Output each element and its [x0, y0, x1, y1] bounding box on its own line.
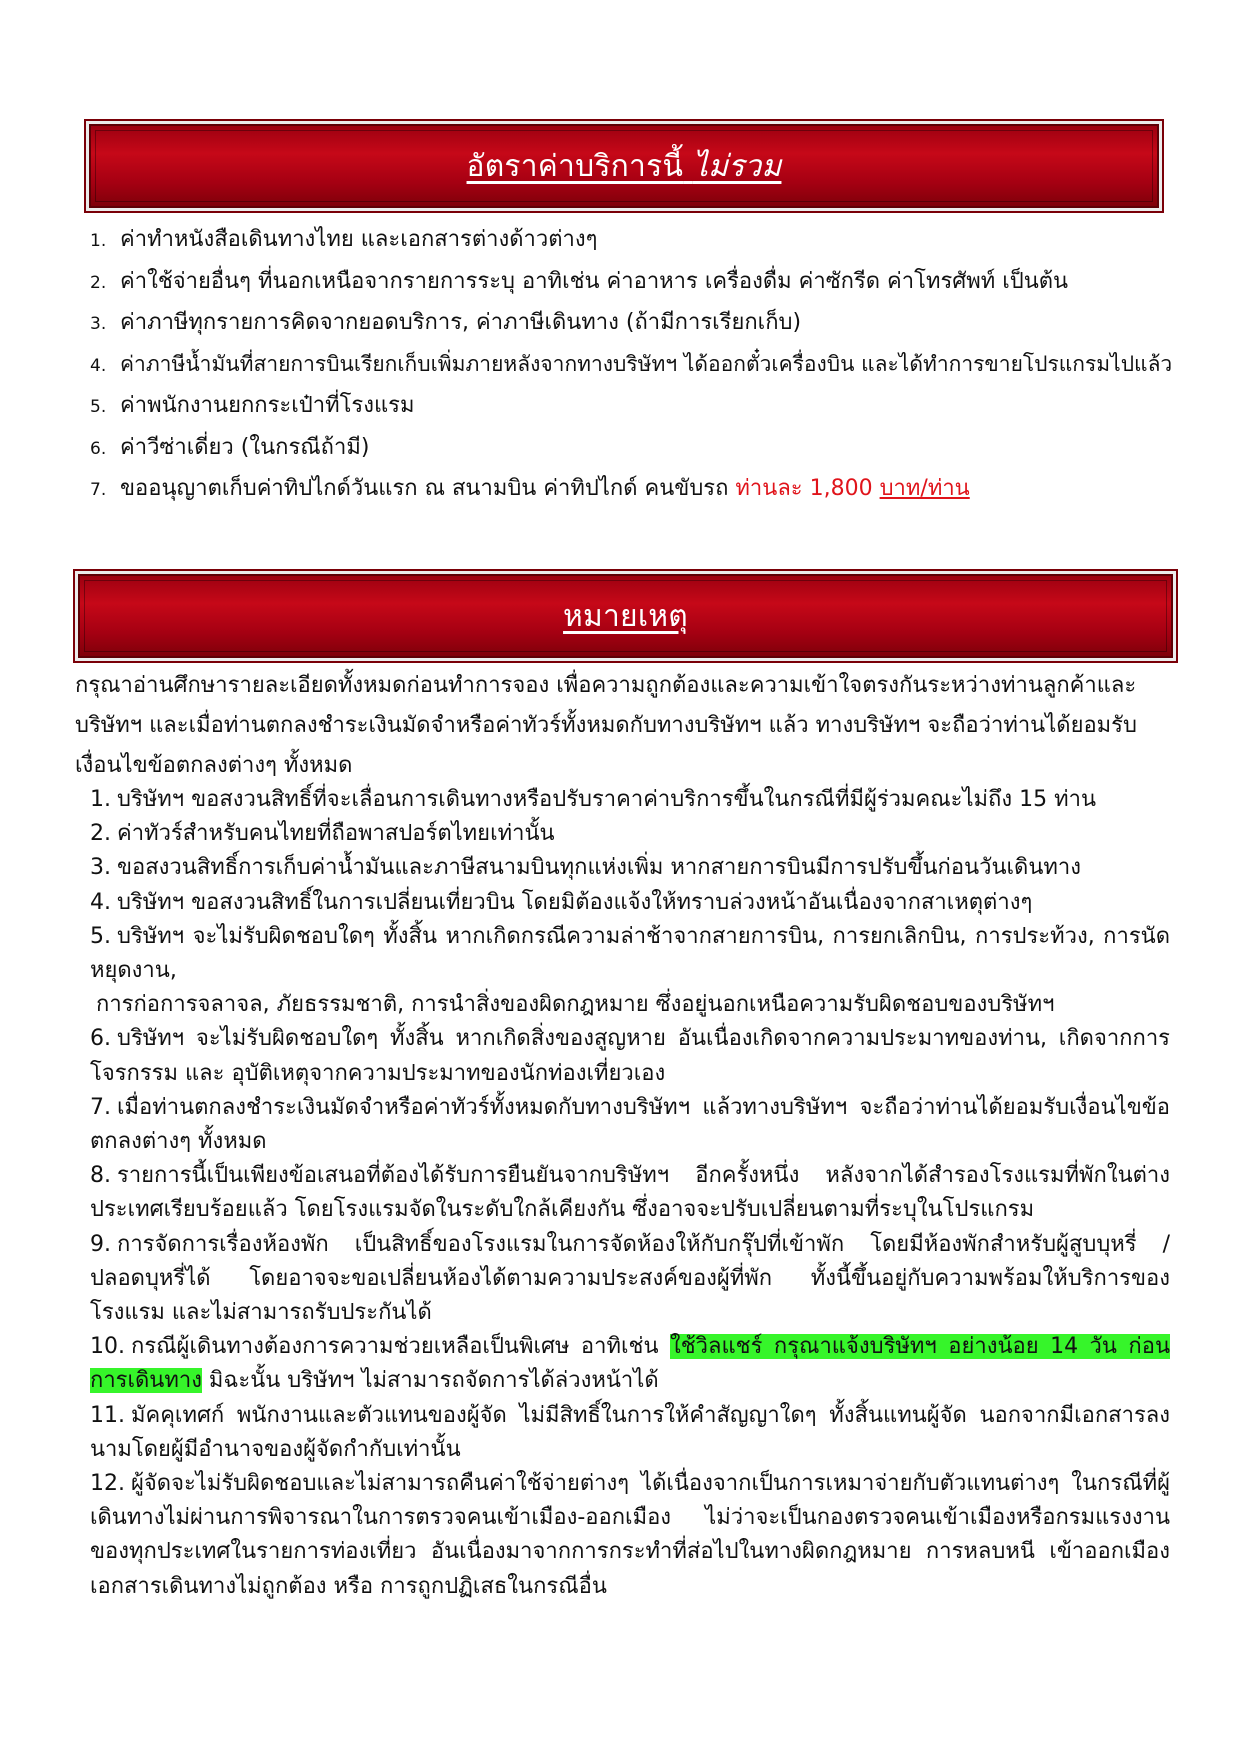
remarks-banner: [75, 571, 1176, 661]
list-item: 4. ค่าภาษีน้ำมันที่สายการบินเรียกเก็บเพิ่มภายหลังจากทางบริษัทฯ ได้ออกตั๋วเครื่องบิน และได้ทำการขายโปรแกรมไปแล้ว: [90, 351, 1173, 376]
tip-price: ท่านละ 1,800: [735, 476, 880, 501]
list-item: 7. เมื่อท่านตกลงชำระเงินมัดจำหรือค่าทัวร์ทั้งหมดกับทางบริษัทฯ แล้วทางบริษัทฯ จะถือว่าท่านได้ยอมรับเงื่อนไขข้อตกลงต่างๆ ทั้งหมด: [90, 1094, 1170, 1155]
list-item: 5. บริษัทฯ จะไม่รับผิดชอบใดๆ ทั้งสิ้น หากเกิดกรณีความล่าช้าจากสายการบิน, การยกเลิกบิน, การประท้วง, การนัดหยุดงาน,: [90, 923, 1170, 984]
title-emphasis: ไม่รวม: [692, 148, 782, 184]
list-item: 12. ผู้จัดจะไม่รับผิดชอบและไม่สามารถคืนค่าใช้จ่ายต่างๆ ได้เนื่องจากเป็นการเหมาจ่ายกับตัวแทนต่างๆ ในกรณีที่ผู้เดินทางไม่ผ่านการพิจารณาในการตรวจคนเข้าเมือง-ออกเมือง ไม่ว่าจะเป็นกองตรวจคนเข้าเมืองหรือกรมแรงงานของทุกประเทศในรายการท่องเที่ยว อันเนื่องมาจากการกระทำที่ส่อไปในทางผิดกฎหมาย การหลบหนี เข้าออกเมือง เอกสารเดินทางไม่ถูกต้อง หรือ การถูกปฏิเสธในกรณีอื่น: [90, 1471, 1170, 1599]
list-item: 6. บริษัทฯ จะไม่รับผิดชอบใดๆ ทั้งสิ้น หากเกิดสิ่งของสูญหาย อันเนื่องเกิดจากความประมาทของท่าน, เกิดจากการโจรกรรม และ อุบัติเหตุจากความประมาทของนักท่องเที่ยวเอง: [90, 1026, 1170, 1086]
remarks-list: [90, 783, 1170, 1604]
tip-unit: บาท/ท่าน: [879, 476, 970, 501]
remarks-title: หมายเหตุ: [563, 598, 688, 634]
list-item-wheelchair: 10. กรณีผู้เดินทางต้องการความช่วยเหลือเป็นพิเศษ อาทิเช่น ใช้วิลแชร์ กรุณาแจ้งบริษัทฯ อย่างน้อย 14 วัน ก่อนการเดินทาง มิฉะนั้น บริษัทฯ ไม่สามารถจัดการได้ล่วงหน้าได้: [90, 1334, 1170, 1394]
list-item: 11. มัคคุเทศก์ พนักงานและตัวแทนของผู้จัด ไม่มีสิทธิ์ในการให้คำสัญญาใดๆ ทั้งสิ้นแทนผู้จัด นอกจากมีเอกสารลงนามโดยผู้มีอำนาจของผู้จัดกำกับเท่านั้น: [90, 1402, 1170, 1462]
list-item: 1. บริษัทฯ ขอสงวนสิทธิ์ที่จะเลื่อนการเดินทางหรือปรับราคาค่าบริการขึ้นในกรณีที่มีผู้ร่วมคณะไม่ถึง 15 ท่าน: [90, 787, 1096, 812]
excluded-services-title: อัตราค่าบริการนี้ ไม่รวม: [466, 148, 782, 184]
list-item: 5. ค่าพนักงานยกกระเป๋าที่โรงแรม: [90, 393, 415, 418]
list-item: 3. ค่าภาษีทุกรายการคิดจากยอดบริการ, ค่าภาษีเดินทาง (ถ้ามีการเรียกเก็บ): [90, 310, 802, 335]
list-item: 8. รายการนี้เป็นเพียงข้อเสนอที่ต้องได้รับการยืนยันจากบริษัทฯ อีกครั้งหนึ่ง หลังจากได้สำรองโรงแรมที่พักในต่างประเทศเรียบร้อยแล้ว โดยโรงแรมจัดในระดับใกล้เคียงกัน ซึ่งอาจจะปรับเปลี่ยนตามที่ระบุในโปรแกรม: [90, 1163, 1170, 1223]
list-item: 6. ค่าวีซ่าเดี่ยว (ในกรณีถ้ามี): [90, 434, 370, 460]
list-item-tip: 7. ขออนุญาตเก็บค่าทิปไกด์วันแรก ณ สนามบิน ค่าทิปไกด์ คนขับรถ ท่านละ 1,800 บาท/ท่าน: [90, 476, 970, 501]
list-item: 3. ขอสงวนสิทธิ์การเก็บค่าน้ำมันและภาษีสนามบินทุกแห่งเพิ่ม หากสายการบินมีการปรับขึ้นก่อนวันเดินทาง: [90, 855, 1081, 881]
list-item: 2. ค่าใช้จ่ายอื่นๆ ที่นอกเหนือจากรายการระบุ อาทิเช่น ค่าอาหาร เครื่องดื่ม ค่าซักรีด ค่าโทรศัพท์ เป็นต้น: [90, 268, 1069, 294]
excluded-services-banner: [86, 121, 1162, 211]
list-item: 2. ค่าทัวร์สำหรับคนไทยที่ถือพาสปอร์ตไทยเท่านั้น: [90, 821, 555, 847]
list-item: 4. บริษัทฯ ขอสงวนสิทธิ์ในการเปลี่ยนเที่ยวบิน โดยมิต้องแจ้งให้ทราบล่วงหน้าอันเนื่องจากสาเหตุต่างๆ: [90, 889, 1033, 915]
wheelchair-highlight: ใช้วิลแชร์ กรุณาแจ้งบริษัทฯ อย่างน้อย 14 วัน ก่อนการเดินทาง: [90, 1334, 1170, 1394]
excluded-services-list: [90, 220, 1173, 511]
list-item: 9. การจัดการเรื่องห้องพัก เป็นสิทธิ์ของโรงแรมในการจัดห้องให้กับกรุ๊ปที่เข้าพัก โดยมีห้องพักสำหรับผู้สูบบุหรี่ / ปลอดบุหรี่ได้ โดยอาจจะขอเปลี่ยนห้องได้ตามความประสงค์ของผู้ที่พัก ทั้งนี้ขึ้นอยู่กับความพร้อมให้บริการของโรงแรม และไม่สามารถรับประกันได้: [90, 1231, 1170, 1326]
remarks-intro: กรุณาอ่านศึกษารายละเอียดทั้งหมดก่อนทำการจอง เพื่อความถูกต้องและความเข้าใจตรงกันระหว่างท่านลูกค้าและบริษัทฯ และเมื่อท่านตกลงชำระเงินมัดจำหรือค่าทัวร์ทั้งหมดกับทางบริษัทฯ แล้ว ทางบริษัทฯ จะถือว่าท่านได้ยอมรับเงื่อนไขข้อตกลงต่างๆ ทั้งหมด: [75, 673, 1137, 778]
list-item: 1. ค่าทำหนังสือเดินทางไทย และเอกสารต่างด้าวต่างๆ: [90, 227, 598, 252]
list-item: การก่อการจลาจล, ภัยธรรมชาติ, การนำสิ่งของผิดกฎหมาย ซึ่งอยู่นอกเหนือความรับผิดชอบของบริษัทฯ: [96, 992, 1055, 1018]
